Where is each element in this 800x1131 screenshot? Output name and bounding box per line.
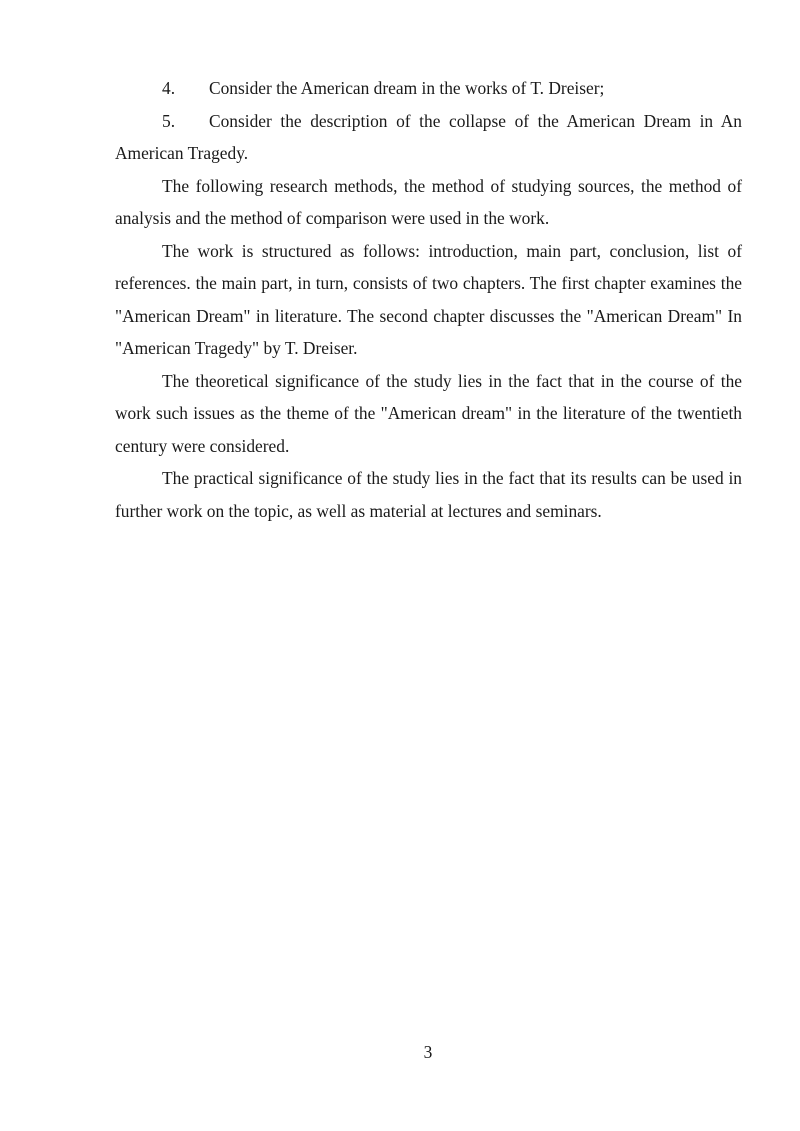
page-number: 3 <box>423 1042 433 1062</box>
body-text <box>115 72 742 527</box>
list-item-text: Consider the American dream in the works of T. Dreiser; <box>209 78 605 98</box>
list-item <box>115 105 742 170</box>
paragraph-work-structure: The work is structured as follows: introduction, main part, conclusion, list of references. the main part, in turn, consists of two chapters. The first chapter examines the "American Dream" in literature. The second chapter discusses the "American Dream" In "American Tragedy" by T. Dreiser. <box>115 240 742 358</box>
paragraph-research-methods: The following research methods, the method of studying sources, the method of analysis and the method of comparison were used in the work. <box>115 175 742 228</box>
list-item-number: 4. <box>162 78 176 98</box>
paragraph-theoretical-significance: The theoretical significance of the study lies in the fact that in the course of the work such issues as the theme of the "American dream" in the literature of the twentieth century were considered. <box>115 370 742 456</box>
paragraph-practical-significance: The practical significance of the study lies in the fact that its results can be used in further work on the topic, as well as material at lectures and seminars. <box>115 468 742 521</box>
list-item-text: Consider the description of the collapse of the American Dream in An American Tragedy. <box>115 110 742 163</box>
list-item-number: 5. <box>162 110 176 131</box>
list-item <box>115 72 742 105</box>
